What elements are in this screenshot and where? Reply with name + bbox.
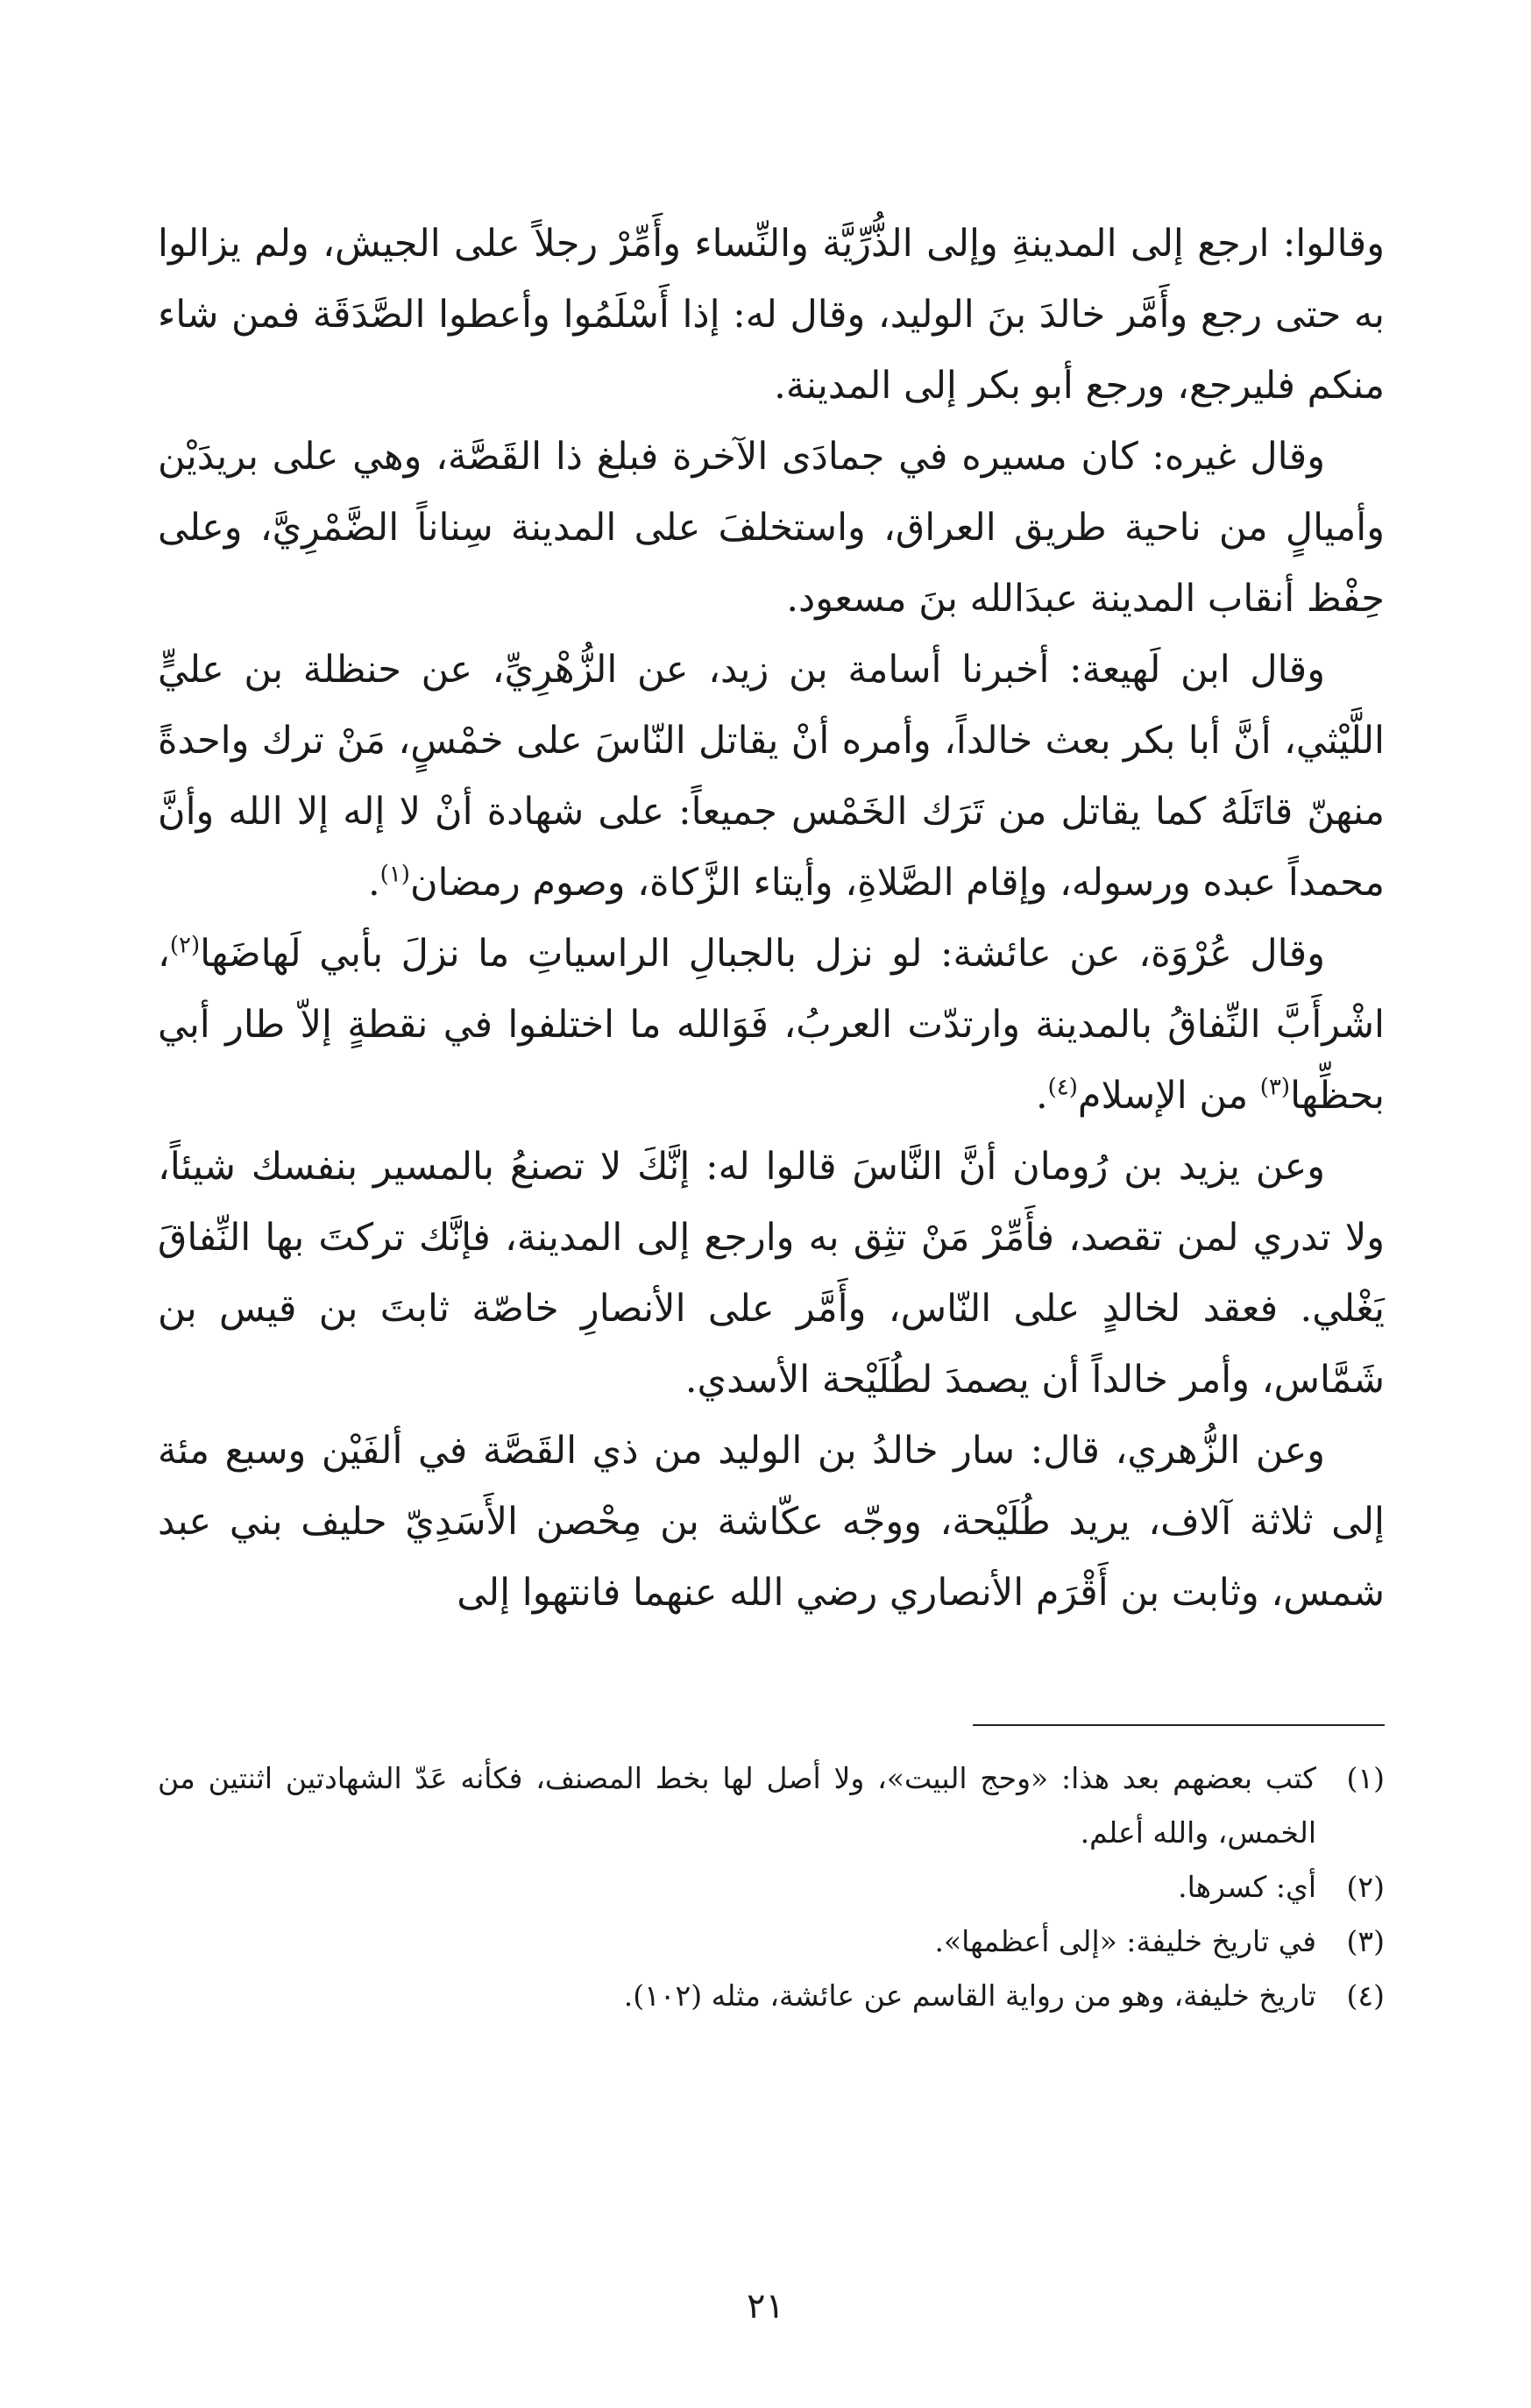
paragraph-text: ، اشْرأَبَّ النِّفاقُ بالمدينة وارتدّت العربُ، فَوَالله ما اختلفوا في نقطةٍ إلاّ طار أبي بحظِّها bbox=[158, 932, 1385, 1118]
footnote-text: في تاريخ خليفة: «إلى أعظمها». bbox=[934, 1924, 1316, 1958]
footnote-number: (٣) bbox=[1346, 1924, 1385, 1958]
footnote-ref-4[interactable]: (٤) bbox=[1047, 1074, 1078, 1101]
footnote-text: أي: كسرها. bbox=[1178, 1870, 1316, 1904]
footnote-divider bbox=[973, 1724, 1385, 1726]
footnote-number: (١) bbox=[1346, 1761, 1385, 1795]
paragraph-text: من الإسلام bbox=[1077, 1074, 1260, 1118]
paragraph: وعن يزيد بن رُومان أنَّ النَّاسَ قالوا له: إنَّكَ لا تصنعُ بالمسير بنفسك شيئاً، ولا تدري لمن تقصد، فأَمِّرْ مَنْ تثِق به وارجع إلى المدينة، فإنَّك تركتَ بها النِّفاقَ يَغْلي. فعقد لخالدٍ على النّاس، وأَمَّر على الأنصارِ خاصّة ثابتَ بن قيس بن شَمَّاس، وأمر خالداً أن يصمدَ لطُلَيْحة الأسدي. bbox=[158, 1145, 1385, 1402]
footnote bbox=[158, 1969, 1385, 2023]
paragraph-tail: . bbox=[367, 861, 380, 905]
paragraph: وعن الزُّهري، قال: سار خالدُ بن الوليد من ذي القَصَّة في ألفَيْن وسبع مئة إلى ثلاثة آلاف، يريد طُلَيْحة، ووجّه عكّاشة بن مِحْصن الأَسَدِيّ حليف بني عبد شمس، وثابت بن أَقْرَم الأنصاري رضي الله عنهما فانتهوا إلى bbox=[158, 1429, 1385, 1615]
paragraph-tail: . bbox=[1035, 1074, 1048, 1118]
footnote-text: تاريخ خليفة، وهو من رواية القاسم عن عائشة، مثله (١٠٢). bbox=[623, 1978, 1316, 2013]
paragraph: وقالوا: ارجع إلى المدينةِ وإلى الذُّرِّيَّة والنِّساء وأَمِّرْ رجلاً على الجيش، ولم يزالوا به حتى رجع وأَمَّر خالدَ بنَ الوليد، وقال له: إذا أَسْلَمُوا وأعطوا الصَّدَقَة فمن شاء منكم فليرجع، ورجع أبو بكر إلى المدينة. bbox=[158, 222, 1385, 408]
main-text bbox=[158, 209, 1385, 1629]
footnote-number: (٢) bbox=[1346, 1870, 1385, 1904]
paragraph bbox=[158, 919, 1385, 1132]
footnote-ref-3[interactable]: (٣) bbox=[1259, 1074, 1291, 1101]
footnote-ref-1[interactable]: (١) bbox=[379, 861, 410, 888]
paragraph-text: وقال ابن لَهيعة: أخبرنا أسامة بن زيد، عن الزُّهْرِيِّ، عن حنظلة بن عليٍّ اللَّيْثي، أنَّ أبا بكر بعث خالداً، وأمره أنْ يقاتل النّاسَ على خمْسٍ، مَنْ ترك واحدةً منهنّ قاتَلَهُ كما يقاتل من تَرَك الخَمْس جميعاً: على شهادة أنْ لا إله إلا الله وأنَّ محمداً عبده ورسوله، وإقام الصَّلاةِ، وأيتاء الزَّكاة، وصوم رمضان bbox=[158, 648, 1385, 905]
footnote-text: كتب بعضهم بعد هذا: «وحج البيت»، ولا أصل لها بخط المصنف، فكأنه عَدّ الشهادتين اثنتين من الخمس، والله أعلم. bbox=[158, 1761, 1316, 1850]
footnotes bbox=[158, 1751, 1385, 2023]
paragraph-text: وقال عُرْوَة، عن عائشة: لو نزل بالجبالِ الراسياتِ ما نزلَ بأبي لَهاضَها bbox=[200, 932, 1325, 976]
footnote-ref-2[interactable]: (٢) bbox=[169, 932, 201, 959]
page-number: ٢١ bbox=[747, 2286, 784, 2326]
paragraph: وقال غيره: كان مسيره في جمادَى الآخرة فبلغ ذا القَصَّة، وهي على بريدَيْن وأميالٍ من ناحية طريق العراق، واستخلفَ على المدينة سِناناً الضَّمْرِيَّ، وعلى حِفْظ أنقاب المدينة عبدَالله بنَ مسعود. bbox=[158, 435, 1385, 621]
footnote-number: (٤) bbox=[1346, 1978, 1385, 2013]
paragraph bbox=[158, 635, 1385, 919]
footnote bbox=[158, 1914, 1385, 1969]
footnote bbox=[158, 1860, 1385, 1914]
footnote bbox=[158, 1751, 1385, 1860]
